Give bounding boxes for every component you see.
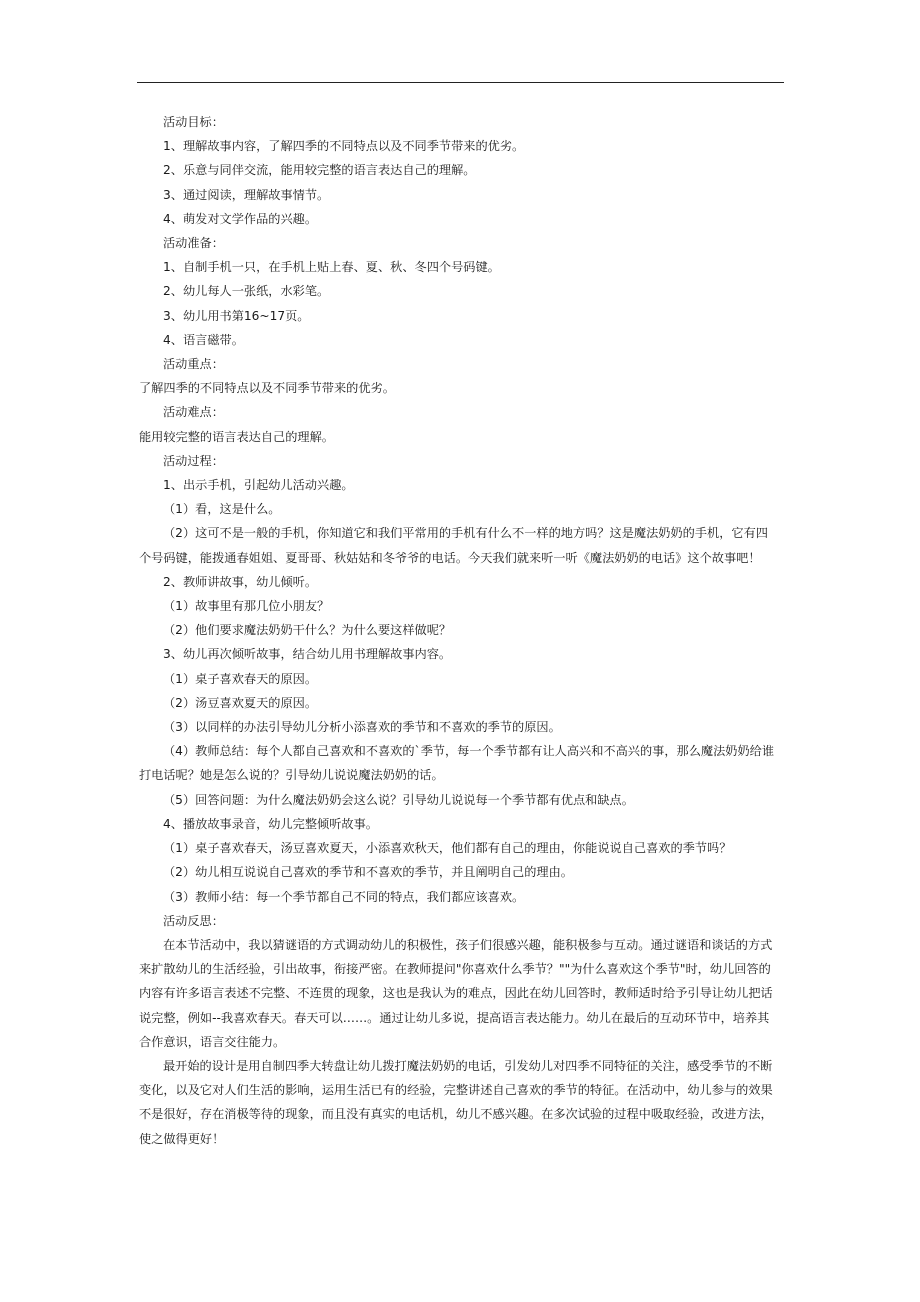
- text-line: 活动难点：: [163, 405, 224, 420]
- text-line: 活动准备：: [163, 236, 224, 251]
- text-line: 1、自制手机一只，在手机上贴上春、夏、秋、冬四个号码键。: [163, 260, 500, 275]
- text-line: （2）汤豆喜欢夏天的原因。: [163, 695, 318, 710]
- text-line: 4、播放故事录音，幼儿完整倾听故事。: [163, 816, 378, 831]
- paragraph-continuation-line: 不是很好，存在消极等待的现象，而且没有真实的电话机，幼儿不感兴趣。在多次试验的过程中吸取经验，改进方法，: [139, 1107, 773, 1122]
- document-body: [139, 110, 788, 1151]
- text-line: （3）以同样的办法引导幼儿分析小添喜欢的季节和不喜欢的季节的原因。: [163, 720, 561, 735]
- paragraph-continuation-line: 能用较完整的语言表达自己的理解。: [139, 429, 334, 444]
- text-line: （2）他们要求魔法奶奶干什么？为什么要这样做呢？: [163, 623, 452, 638]
- paragraph-continuation-line: 合作意识，语言交往能力。: [139, 1034, 286, 1049]
- text-line: 活动目标：: [163, 115, 224, 129]
- paragraph-continuation-line: 来扩散幼儿的生活经验，引出故事，衔接严密。在教师提问"你喜欢什么季节？""为什么喜欢这个季节"时，幼儿回答的: [139, 962, 771, 977]
- text-line: （3）教师小结：每一个季节都自己不同的特点，我们都应该喜欢。: [163, 889, 525, 904]
- text-line: （1）桌子喜欢春天，汤豆喜欢夏天，小添喜欢秋天，他们都有自己的理由，你能说说自己喜欢的季节吗？: [163, 841, 732, 856]
- paragraph-continuation-line: 了解四季的不同特点以及不同季节带来的优劣。: [139, 381, 395, 396]
- text-line: 4、语言磁带。: [163, 332, 244, 347]
- text-line: 3、通过阅读，理解故事情节。: [163, 187, 330, 202]
- text-line: 4、萌发对文学作品的兴趣。: [163, 211, 318, 226]
- text-line: 在本节活动中，我以猜谜语的方式调动幼儿的积极性，孩子们很感兴趣，能积极参与互动。通过谜语和谈话的方式: [163, 937, 773, 952]
- header-rule: [137, 82, 784, 83]
- text-line: 2、乐意与同伴交流，能用较完整的语言表达自己的理解。: [163, 163, 476, 178]
- text-line: 1、出示手机，引起幼儿活动兴趣。: [163, 478, 354, 493]
- text-line: 活动反思：: [163, 913, 224, 928]
- text-line: （1）看，这是什么。: [163, 502, 281, 517]
- text-line: （4）教师总结：每个人都自己喜欢和不喜欢的`季节，每一个季节都有让人高兴和不高兴的事，那么魔法奶奶给谁: [163, 744, 775, 759]
- paragraph-continuation-line: 变化，以及它对人们生活的影响，运用生活已有的经验，完整讲述自己喜欢的季节的特征。在活动中，幼儿参与的效果: [139, 1083, 773, 1098]
- text-line: 2、幼儿每人一张纸，水彩笔。: [163, 284, 330, 299]
- text-line: 3、幼儿用书第16~17页。: [163, 308, 310, 323]
- text-line: 活动重点：: [163, 357, 224, 372]
- text-line: 2、教师讲故事，幼儿倾听。: [163, 574, 318, 589]
- paragraph-continuation-line: 打电话呢？她是怎么说的？引导幼儿说说魔法奶奶的话。: [139, 768, 444, 783]
- paragraph-continuation-line: 内容有许多语言表述不完整、不连贯的现象，这也是我认为的难点，因此在幼儿回答时，教师适时给予引导让幼儿把话: [139, 986, 773, 1001]
- text-line: 活动过程：: [163, 453, 224, 468]
- text-line: （2）这可不是一般的手机，你知道它和我们平常用的手机有什么不一样的地方吗？这是魔法奶奶的手机，它有四: [163, 526, 768, 541]
- text-line: 最开始的设计是用自制四季大转盘让幼儿拨打魔法奶奶的电话，引发幼儿对四季不同特征的关注，感受季节的不断: [163, 1058, 773, 1073]
- text-line: （2）幼儿相互说说自己喜欢的季节和不喜欢的季节，并且阐明自己的理由。: [163, 865, 573, 880]
- text-line: （5）回答问题：为什么魔法奶奶会这么说？引导幼儿说说每一个季节都有优点和缺点。: [163, 792, 634, 807]
- paragraph-continuation-line: 使之做得更好！: [139, 1131, 225, 1146]
- paragraph-continuation-line: 个号码键，能拨通春姐姐、夏哥哥、秋姑姑和冬爷爷的电话。今天我们就来听一听《魔法奶奶的电话》这个故事吧！: [139, 550, 761, 565]
- text-line: 1、理解故事内容，了解四季的不同特点以及不同季节带来的优劣。: [163, 139, 525, 154]
- text-line: 3、幼儿再次倾听故事，结合幼儿用书理解故事内容。: [163, 647, 452, 662]
- paragraph-continuation-line: 说完整，例如--我喜欢春天。春天可以……。通过让幼儿多说，提高语言表达能力。幼儿在最后的互动环节中，培养其: [139, 1010, 770, 1025]
- text-line: （1）故事里有那几位小朋友？: [163, 599, 330, 614]
- text-line: （1）桌子喜欢春天的原因。: [163, 671, 318, 686]
